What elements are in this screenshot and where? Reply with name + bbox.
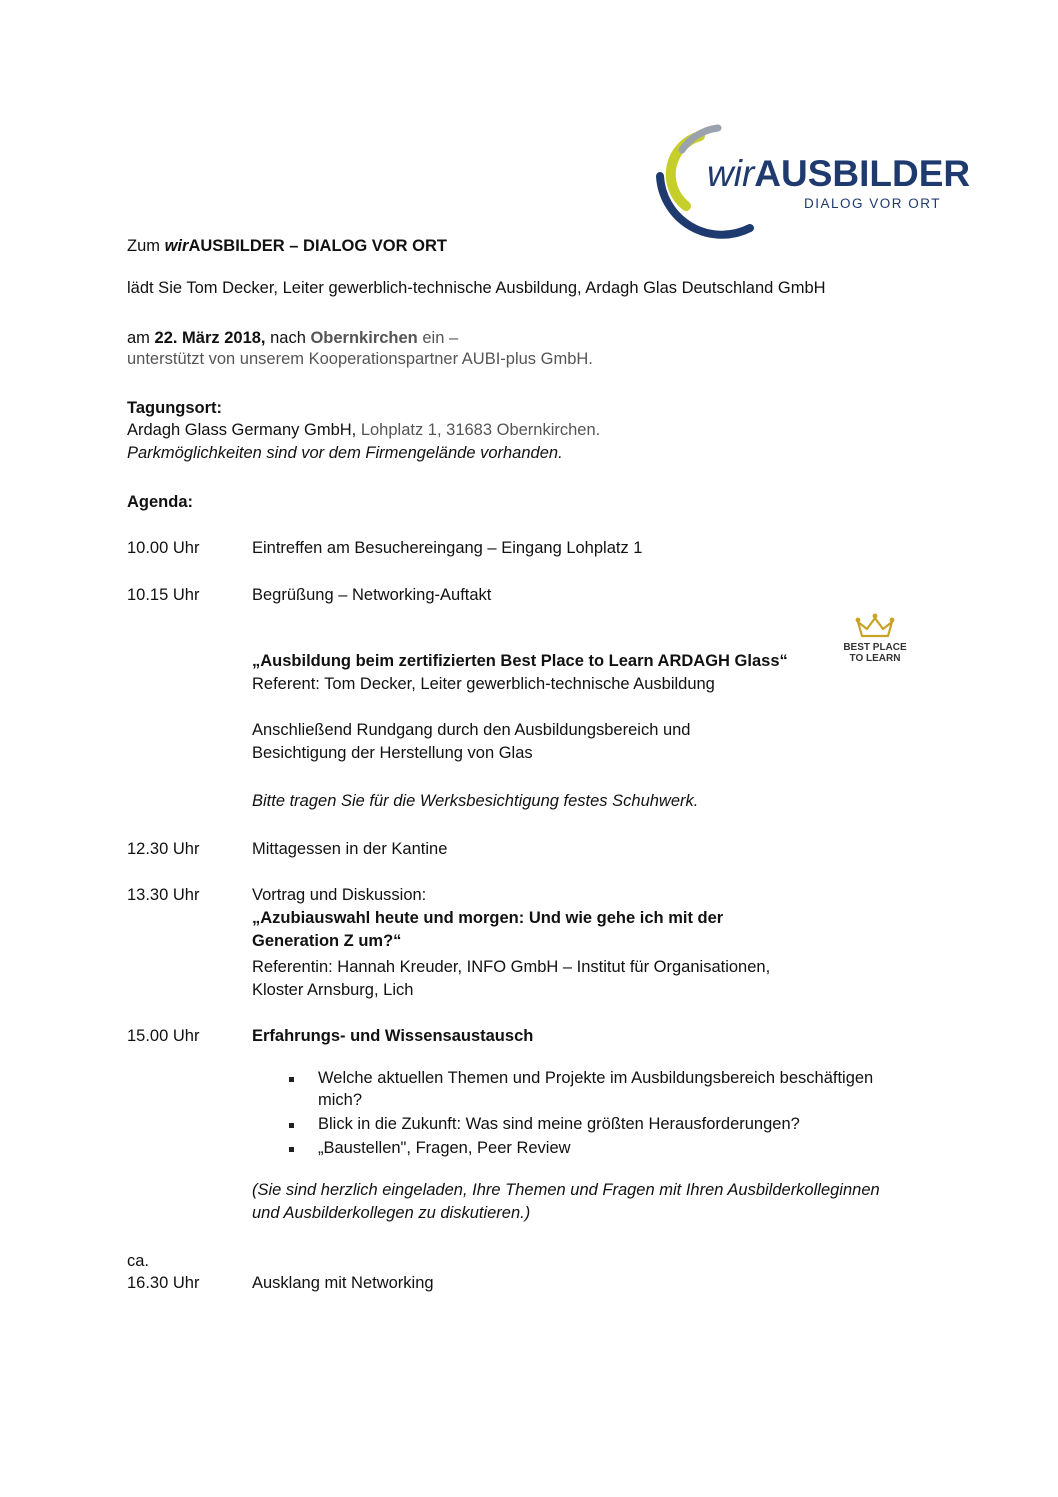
list-item: Welche aktuellen Themen und Projekte im Ausbildungsbereich beschäftigen xyxy=(318,1069,874,1087)
approx-label: ca. xyxy=(127,1252,150,1270)
brand-prefix: wir xyxy=(164,237,189,255)
agenda-time: 16.30 Uhr xyxy=(127,1274,200,1292)
talk1-tour-line1: Anschließend Rundgang durch den Ausbildungsbereich und xyxy=(252,721,691,739)
bullet-icon xyxy=(289,1123,294,1128)
agenda-time: 15.00 Uhr xyxy=(127,1027,200,1045)
list-item: „Baustellen", Fragen, Peer Review xyxy=(318,1139,571,1157)
brand-rest: AUSBILDER – DIALOG VOR ORT xyxy=(188,237,447,255)
invitation-text: lädt Sie Tom Decker, Leiter gewerblich-technische Ausbildung, Ardagh Glas Deutschland GmbH xyxy=(127,279,826,297)
talk2-title-line2: Generation Z um?“ xyxy=(252,932,402,950)
talk2-speaker-line2: Kloster Arnsburg, Lich xyxy=(252,981,414,999)
talk1-title: „Ausbildung beim zertifizierten Best Place to Learn ARDAGH Glass“ xyxy=(252,652,788,670)
event-date: 22. März 2018, xyxy=(154,329,266,347)
agenda-label: Agenda: xyxy=(127,493,193,511)
venue-address: Ardagh Glass Germany GmbH, Lohplatz 1, 31683 Obernkirchen. xyxy=(127,421,601,439)
agenda-text: Mittagessen in der Kantine xyxy=(252,840,448,858)
header-line: Zum wirAUSBILDER – DIALOG VOR ORT xyxy=(127,237,447,255)
talk1-speaker: Referent: Tom Decker, Leiter gewerblich-technische Ausbildung xyxy=(252,675,715,693)
talk1-tour-line2: Besichtigung der Herstellung von Glas xyxy=(252,744,533,762)
agenda-time: 13.30 Uhr xyxy=(127,886,200,904)
talk2-title-line1: „Azubiauswahl heute und morgen: Und wie gehe ich mit der xyxy=(252,909,724,927)
badge-line1: BEST PLACE xyxy=(843,642,907,653)
footwear-note: Bitte tragen Sie für die Werksbesichtigung festes Schuhwerk. xyxy=(252,792,699,810)
event-city: Obernkirchen xyxy=(310,329,418,347)
bullet-icon xyxy=(289,1077,294,1082)
agenda-text: Eintreffen am Besuchereingang – Eingang Lohplatz 1 xyxy=(252,539,643,557)
crown-icon xyxy=(858,618,892,636)
logo-tagline: DIALOG VOR ORT xyxy=(804,196,942,211)
agenda-time: 10.00 Uhr xyxy=(127,539,200,557)
list-item: Blick in die Zukunft: Was sind meine größten Herausforderungen? xyxy=(318,1115,800,1133)
logo-brand-main: AUSBILDER xyxy=(754,153,971,194)
logo-brand-prefix: wir xyxy=(707,153,755,194)
agenda-text: Vortrag und Diskussion: xyxy=(252,886,427,904)
bullet-icon xyxy=(289,1147,294,1152)
agenda-text: Erfahrungs- und Wissensaustausch xyxy=(252,1027,534,1045)
best-place-to-learn-badge xyxy=(840,608,910,664)
agenda-time: 10.15 Uhr xyxy=(127,586,200,604)
badge-line2: TO LEARN xyxy=(849,653,901,664)
parking-note: Parkmöglichkeiten sind vor dem Firmengelände vorhanden. xyxy=(127,444,563,462)
support-text: unterstützt von unserem Kooperationspartner AUBI-plus GmbH. xyxy=(127,350,593,368)
wirausbilder-logo xyxy=(652,120,971,235)
agenda-text: Ausklang mit Networking xyxy=(252,1274,434,1292)
list-item-continuation: mich? xyxy=(318,1091,363,1109)
date-line: am 22. März 2018, nach Obernkirchen ein – xyxy=(127,329,459,347)
svg-text:wirAUSBILDER xyxy=(707,153,970,194)
venue-label: Tagungsort: xyxy=(127,399,223,417)
agenda-text: Begrüßung – Networking-Auftakt xyxy=(252,586,492,604)
agenda-time: 12.30 Uhr xyxy=(127,840,200,858)
talk2-speaker-line1: Referentin: Hannah Kreuder, INFO GmbH – Institut für Organisationen, xyxy=(252,958,771,976)
exchange-note-line1: (Sie sind herzlich eingeladen, Ihre Themen und Fragen mit Ihren Ausbilderkolleginnen xyxy=(252,1181,880,1199)
exchange-note-line2: und Ausbilderkollegen zu diskutieren.) xyxy=(252,1204,531,1222)
